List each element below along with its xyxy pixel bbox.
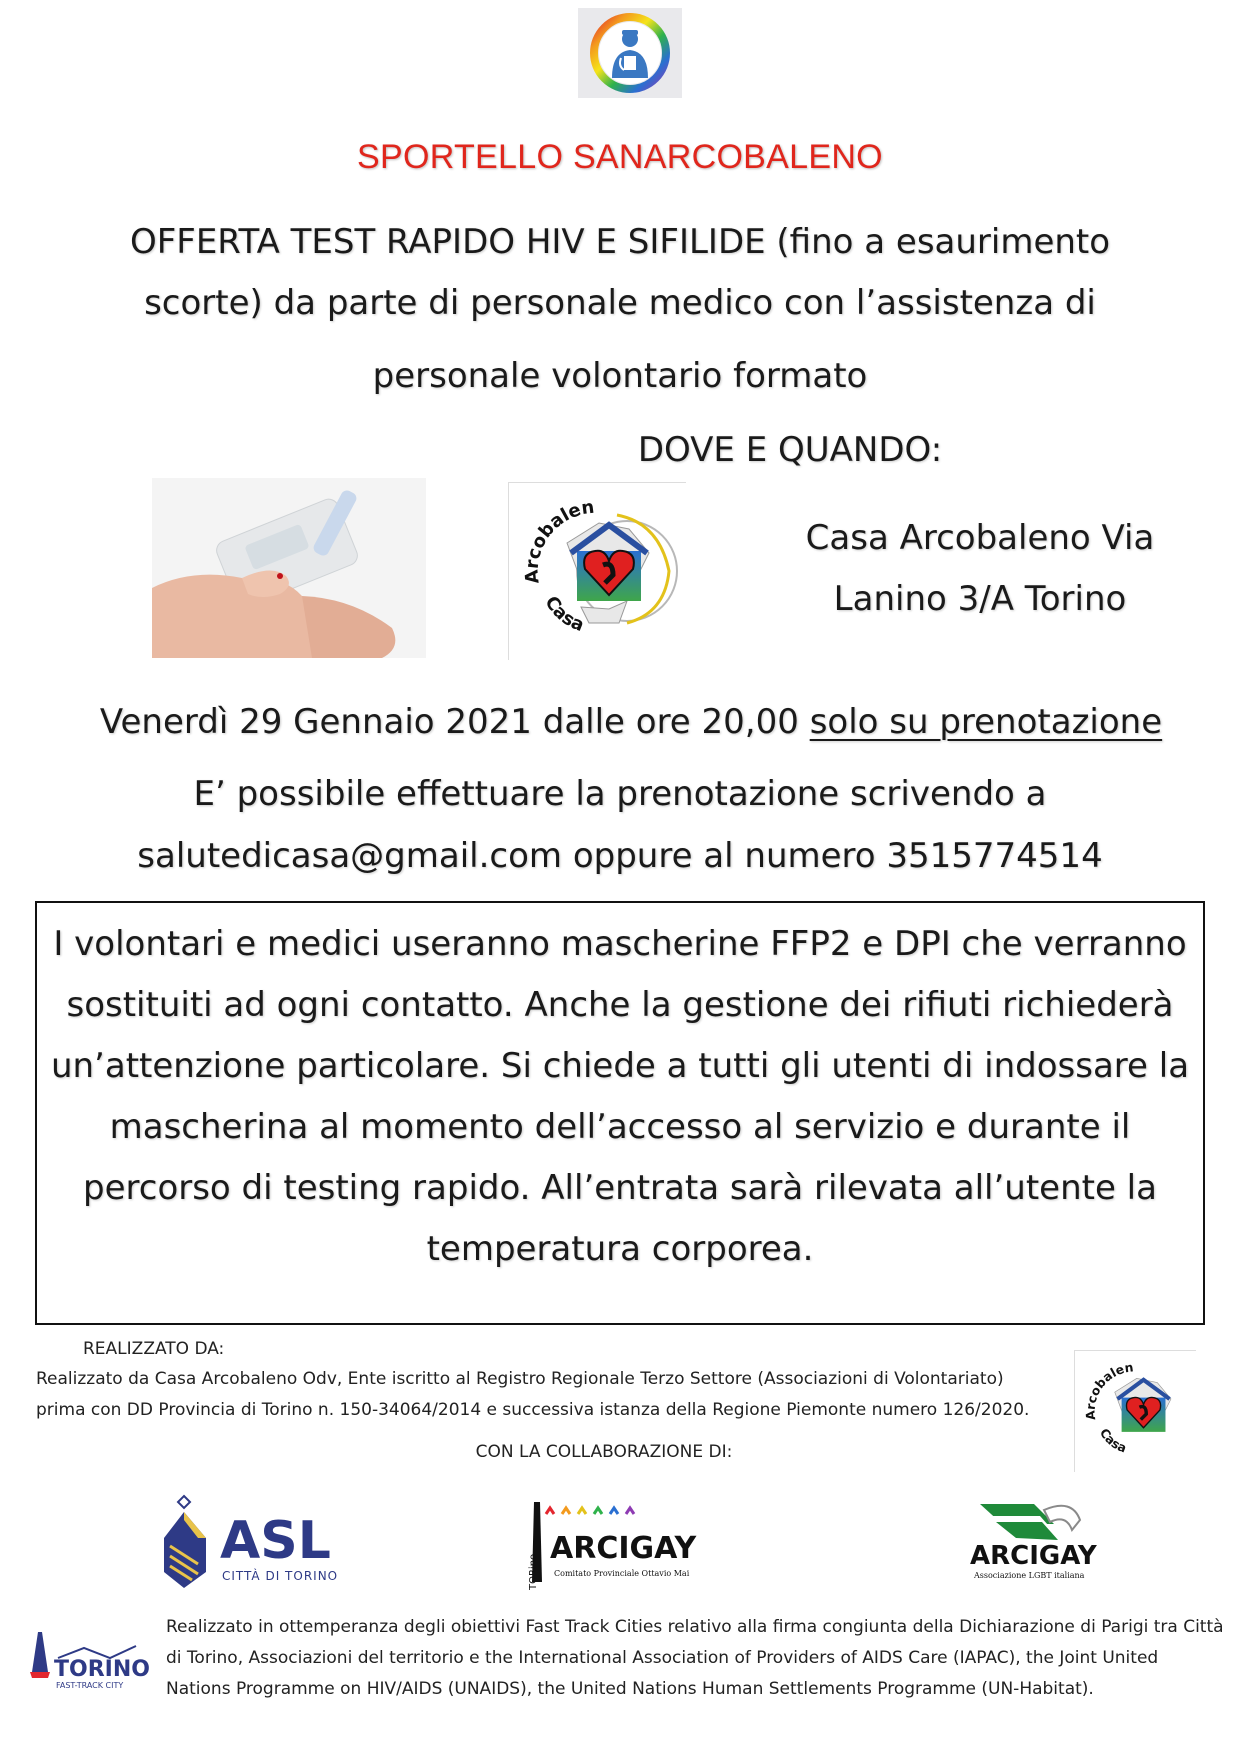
torino-subtitle: FAST-TRACK CITY (56, 1681, 124, 1690)
asl-logo (162, 1494, 342, 1590)
date-line (0, 702, 1240, 742)
arcigay-torino-logo (524, 1498, 704, 1594)
arcigay-torino-side-text: TORino (528, 1553, 539, 1590)
page-title: SPORTELLO SANARCOBALENO (357, 138, 883, 176)
doctor-rainbow-ring-icon (578, 8, 682, 98)
arcigay-national-subtitle: Associazione LGBT italiana (974, 1571, 1085, 1580)
notice-text: I volontari e medici useranno mascherine FFP2 e DPI che verranno sostituiti ad ogni contatto. Anche la gestione dei rifiuti richiederà un’attenzione particolare. Si chiede a tutti gli utenti di indossare la mascherina al momento dell’accesso al servizio e durante il percorso di testing rapido. All’entrata sarà rilevata all’utente la temperatura corporea. (50, 924, 1190, 1269)
offer-line-1: OFFERTA TEST RAPIDO HIV E SIFILIDE (fino a esaurimento (129, 222, 1111, 262)
address-line-1: Casa Arcobaleno Via (805, 518, 1155, 558)
booking-only-text: solo su prenotazione (809, 702, 1163, 742)
asl-name: ASL (220, 1511, 331, 1571)
asl-subtitle: CITTÀ DI TORINO (222, 1569, 339, 1583)
made-by-heading: REALIZZATO DA: (83, 1339, 225, 1359)
logo-text-arcobaleno: Arcobalen (521, 496, 596, 585)
casa-arcobaleno-logo (508, 482, 686, 660)
torino-fast-track-city-logo (24, 1628, 154, 1698)
collaboration-heading: CON LA COLLABORAZIONE DI: (475, 1442, 733, 1462)
casa-arcobaleno-logo-small (1074, 1350, 1196, 1472)
made-by-line-1: Realizzato da Casa Arcobaleno Odv, Ente iscritto al Registro Regionale Terzo Settore (Associazioni di Volontariato) (36, 1369, 1004, 1389)
torino-name: TORINO (54, 1657, 150, 1682)
where-when-heading: DOVE E QUANDO: (637, 430, 943, 470)
date-text: Venerdì 29 Gennaio 2021 dalle ore 20,00 (99, 702, 810, 742)
booking-line-1: E’ possibile effettuare la prenotazione scrivendo a (193, 774, 1047, 814)
finger-prick-test-photo (152, 478, 426, 658)
footer-text: Realizzato in ottemperanza degli obiettivi Fast Track Cities relativo alla firma congiunta della Dichiarazione di Parigi tra Città di Torino, Associazioni del territorio e the International Association of Providers of AIDS Care (IAPAC), the Joint United Nations Programme on HIV/AIDS (UNAIDS), the United Nations Human Settlements Programme (UN-Habitat). (166, 1617, 1224, 1699)
arcigay-torino-name: ARCIGAY (550, 1531, 697, 1566)
arcigay-torino-subtitle: Comitato Provinciale Ottavio Mai (554, 1569, 690, 1578)
arcigay-national-logo (962, 1500, 1112, 1584)
logo-text-casa: Casa (540, 592, 587, 637)
arcigay-national-name: ARCIGAY (970, 1541, 1097, 1571)
booking-line-2: salutedicasa@gmail.com oppure al numero 3515774514 (137, 836, 1103, 876)
offer-line-2: scorte) da parte di personale medico con l’assistenza di (144, 283, 1096, 323)
made-by-line-2: prima con DD Provincia di Torino n. 150-34064/2014 e successiva istanza della Regione Piemonte numero 126/2020. (36, 1400, 1030, 1420)
small-logo-text-arcobaleno: Arcobalen (1083, 1360, 1135, 1421)
offer-line-3: personale volontario formato (372, 356, 868, 396)
small-logo-text-casa: Casa (1096, 1426, 1129, 1456)
address-line-2: Lanino 3/A Torino (833, 579, 1127, 619)
